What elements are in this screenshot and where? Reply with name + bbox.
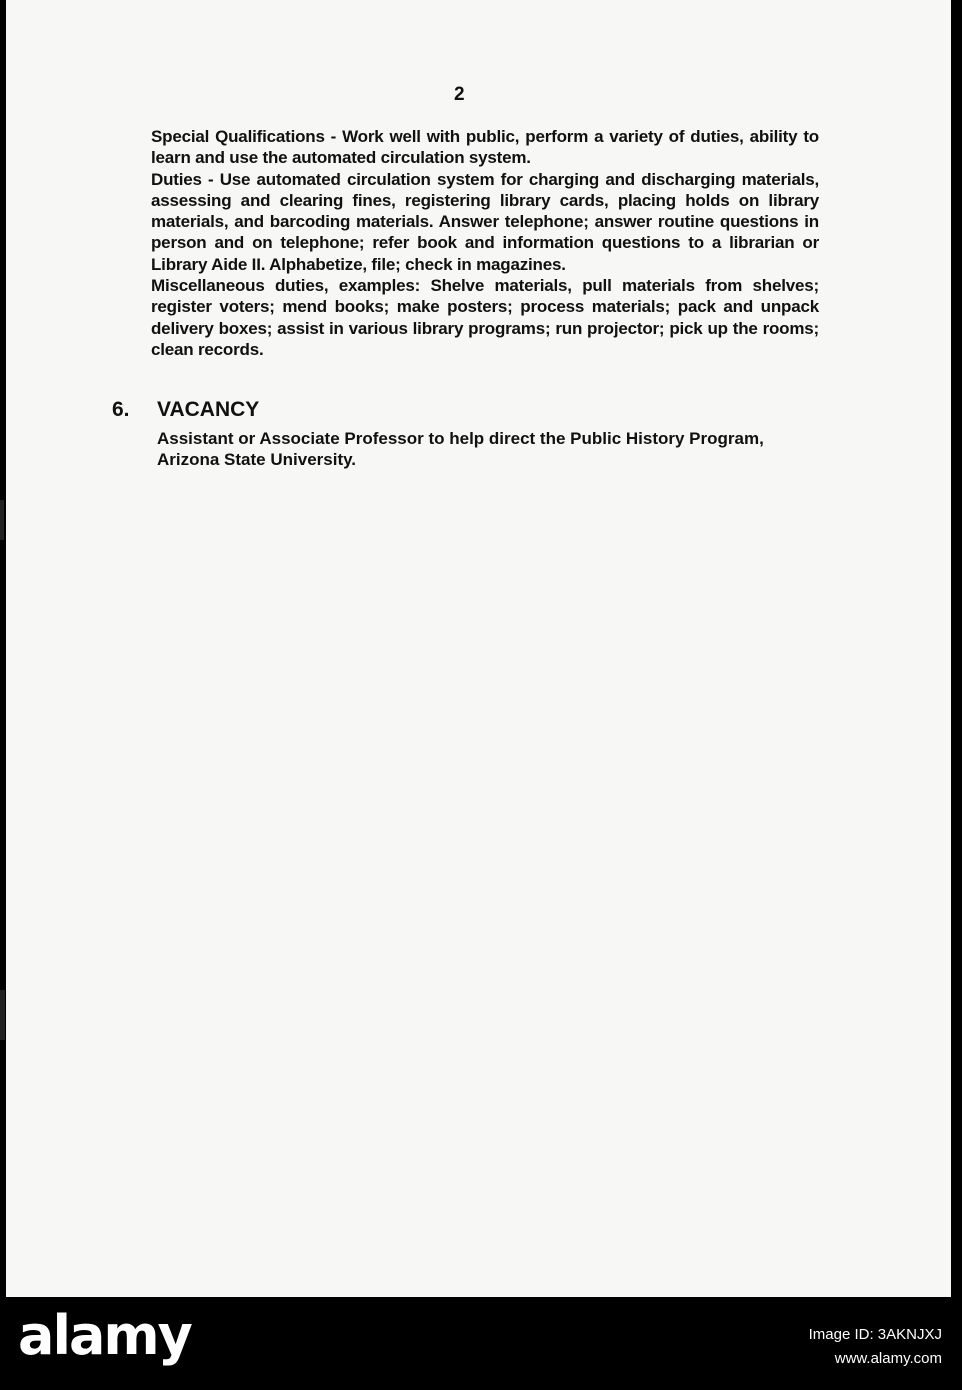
section-title: VACANCY [157,398,260,421]
body-text [151,126,819,360]
miscellaneous-duties-paragraph: Miscellaneous duties, examples: Shelve materials, pull materials from shelves; register voters; mend books; make posters; process materials; pack and unpack delivery boxes; assist in various library programs; run projector; pick up the rooms; clean records. [151,276,819,359]
section-body: Assistant or Associate Professor to help direct the Public History Program, Arizona State University. [157,429,764,470]
site-url: www.alamy.com [834,1350,942,1367]
image-id: Image ID: 3AKNJXJ [808,1326,942,1343]
duties-paragraph: Duties - Use automated circulation system for charging and discharging materials, assessing and clearing fines, registering library cards, placing holds on library materials, and barcoding materials. Answer telephone; answer routine questions in person and on telephone; refer book and information questions to a librarian or Library Aide II. Alphabetize, file; check in magazines. [151,169,819,274]
page-number: 2 [454,84,465,105]
alamy-logo: alamy [18,1304,191,1367]
scan-edge-mark [0,990,5,1040]
section-number: 6. [112,398,130,421]
scan-edge-mark [0,500,4,540]
special-qualifications-paragraph: Special Qualifications - Work well with public, perform a variety of duties, ability to learn and use the automated circulation system. [151,127,819,168]
